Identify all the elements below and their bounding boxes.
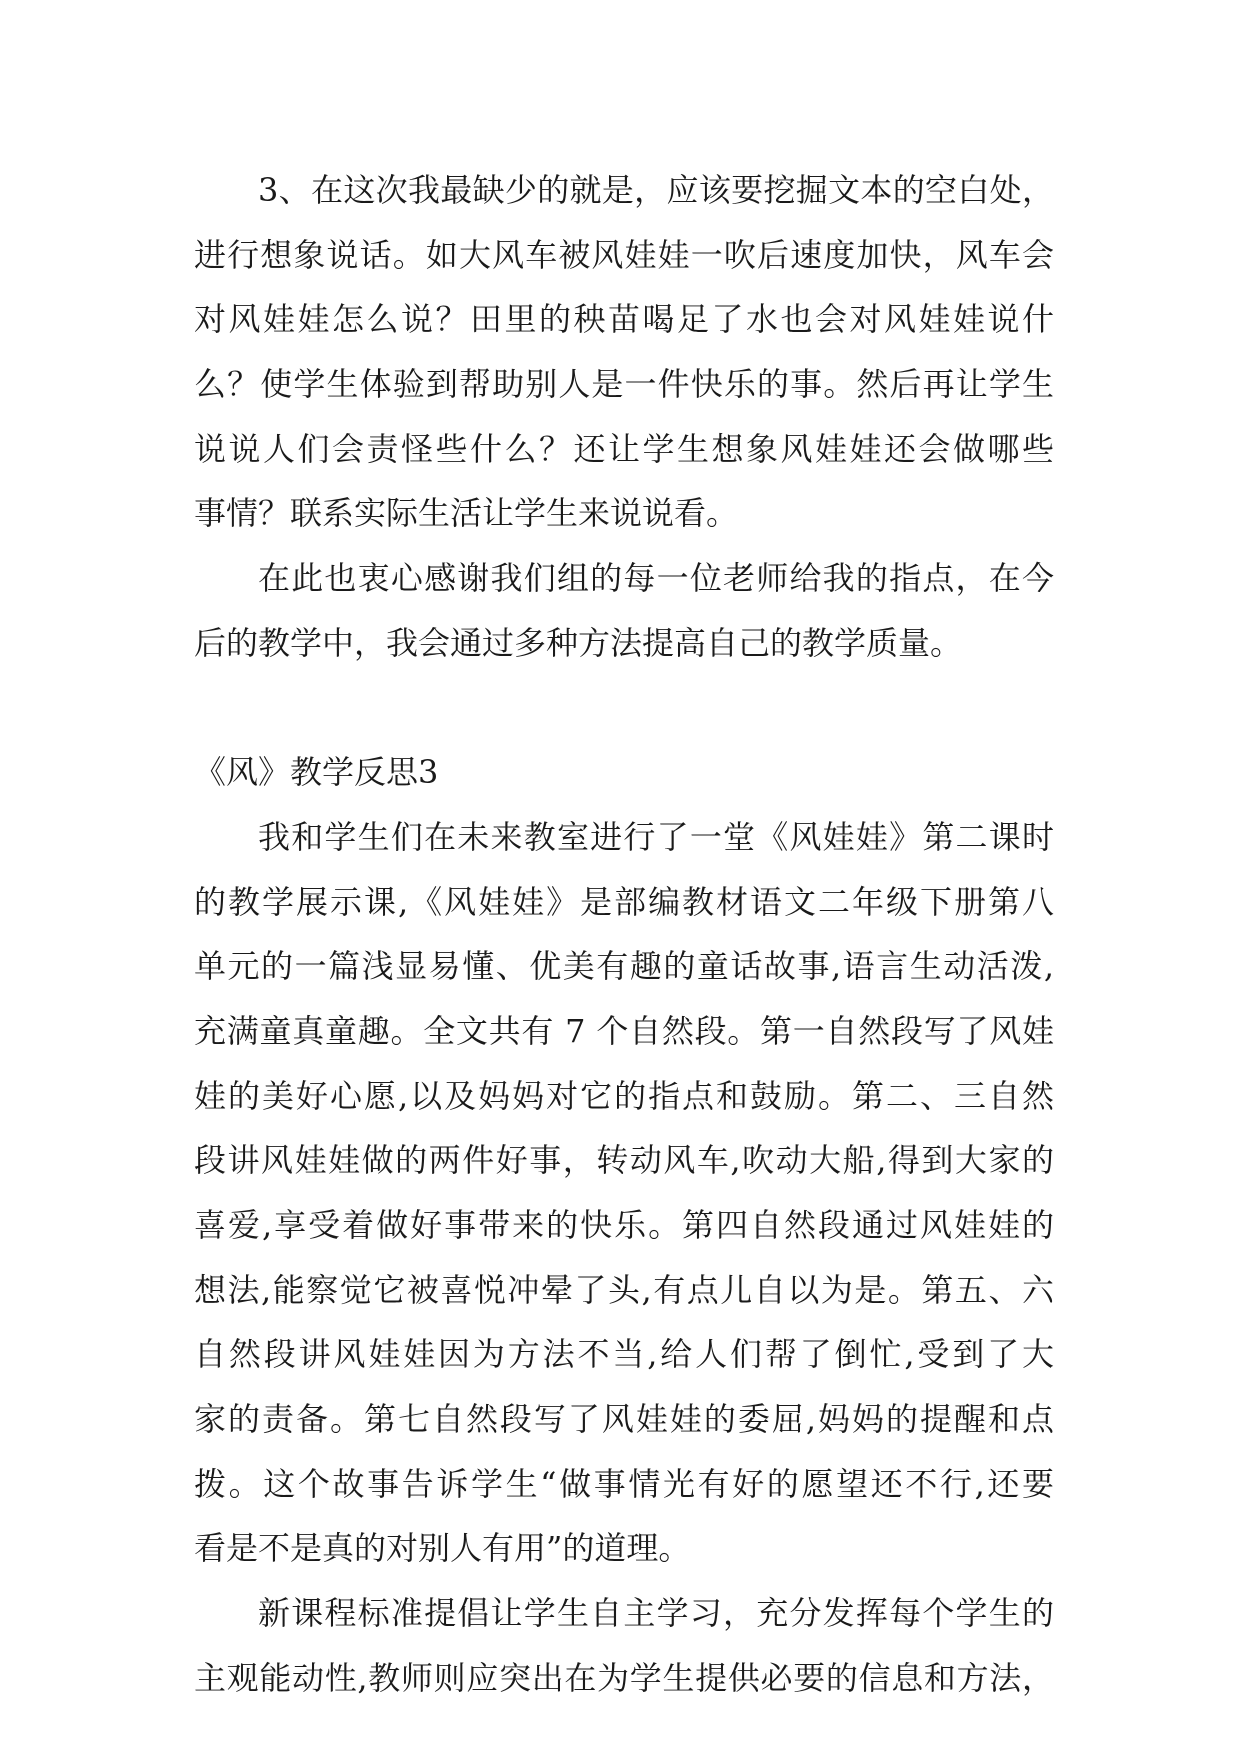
- text-line: 对风娃娃怎么说？田里的秧苗喝足了水也会对风娃娃说什: [194, 300, 1054, 339]
- text-line: 新课程标准提倡让学生自主学习，充分发挥每个学生的: [258, 1594, 1054, 1633]
- text-line: 事情？联系实际生活让学生来说说看。: [194, 494, 739, 533]
- text-line: 自然段讲风娃娃因为方法不当,给人们帮了倒忙,受到了大: [194, 1335, 1054, 1374]
- text-line: 家的责备。第七自然段写了风娃娃的委屈,妈妈的提醒和点: [194, 1400, 1054, 1439]
- text-line: 么？使学生体验到帮助别人是一件快乐的事。然后再让学生: [194, 365, 1054, 404]
- text-line: 在此也衷心感谢我们组的每一位老师给我的指点，在今: [258, 559, 1054, 598]
- text-line: 主观能动性,教师则应突出在为学生提供必要的信息和方法，: [194, 1658, 1054, 1697]
- text-line: 3、在这次我最缺少的就是，应该要挖掘文本的空白处，: [258, 171, 1054, 209]
- paragraph-curriculum-standard: [194, 1581, 1054, 1710]
- paragraph-lesson-description: [194, 805, 1054, 1581]
- paragraph-reflection-point-3: [194, 158, 1054, 546]
- text-line: 拨。这个故事告诉学生“做事情光有好的愿望还不行,还要: [194, 1464, 1054, 1503]
- text-line: 的教学展示课,《风娃娃》是部编教材语文二年级下册第八: [194, 882, 1054, 921]
- text-line: 说说人们会责怪些什么？还让学生想象风娃娃还会做哪些: [194, 429, 1054, 468]
- text-line: 娃的美好心愿,以及妈妈对它的指点和鼓励。第二、三自然: [194, 1076, 1054, 1115]
- section-gap: [194, 676, 1054, 741]
- text-line: 后的教学中，我会通过多种方法提高自己的教学质量。: [194, 623, 963, 662]
- text-line: 单元的一篇浅显易懂、优美有趣的童话故事,语言生动活泼,: [194, 947, 1054, 986]
- paragraph-thanks: [194, 546, 1054, 675]
- document-page: [194, 158, 1054, 1711]
- text-line: 充满童真童趣。全文共有 7 个自然段。第一自然段写了风娃: [194, 1011, 1054, 1050]
- text-line: 进行想象说话。如大风车被风娃娃一吹后速度加快，风车会: [194, 235, 1054, 274]
- text-line: 看是不是真的对别人有用”的道理。: [194, 1529, 691, 1568]
- text-line: 段讲风娃娃做的两件好事，转动风车,吹动大船,得到大家的: [194, 1141, 1054, 1180]
- text-line: 想法,能察觉它被喜悦冲晕了头,有点儿自以为是。第五、六: [194, 1270, 1054, 1309]
- text-line: 喜爱,享受着做好事带来的快乐。第四自然段通过风娃娃的: [194, 1206, 1054, 1244]
- section-heading: 《风》教学反思3: [194, 753, 439, 792]
- text-line: 我和学生们在未来教室进行了一堂《风娃娃》第二课时: [258, 817, 1054, 856]
